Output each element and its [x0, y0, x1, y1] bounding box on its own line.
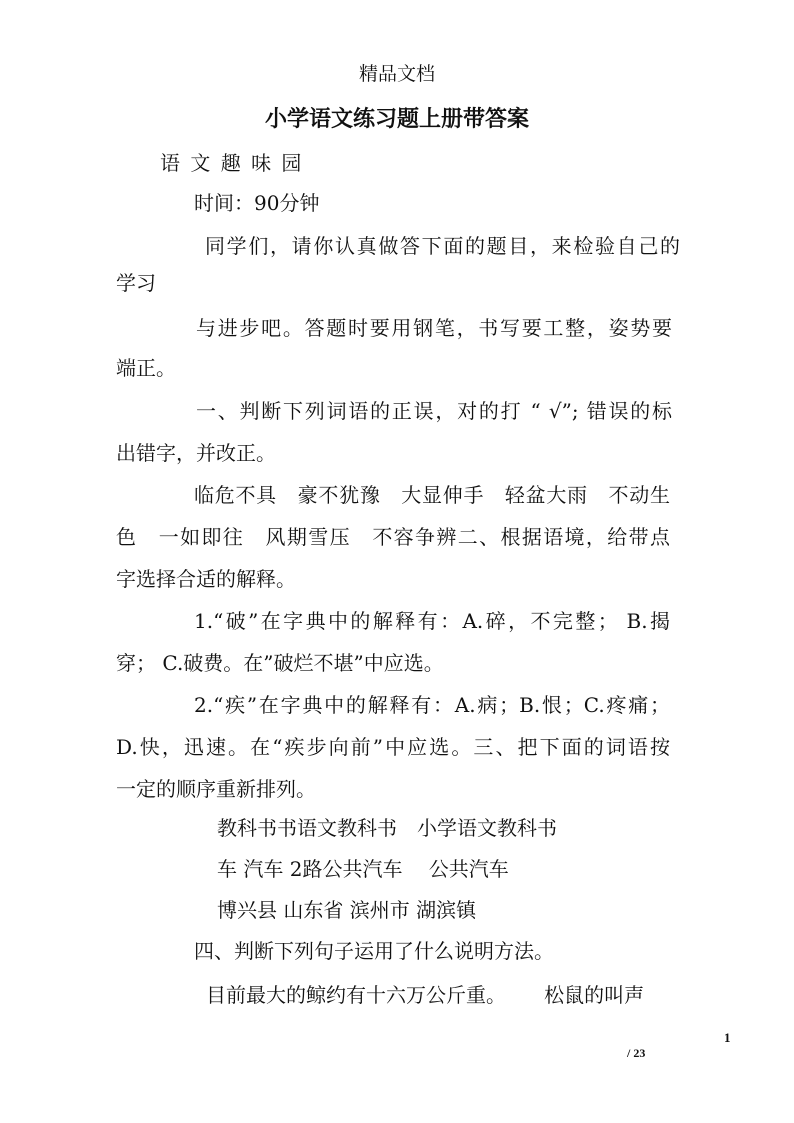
intro-line-1: 同学们，请你认真做答下面的题目，来检验自己的: [205, 234, 680, 258]
document-title: 小学语文练习题上册带答案: [264, 106, 529, 132]
question-2-1-line-2: 穿； C.破费。在”破烂不堪”中应选。: [116, 651, 444, 675]
question-2-2-line-2: D.快，迅速。在“疾步向前”中应选。三、把下面的词语按: [116, 735, 670, 759]
question-2-1-line-1: 1.“破”在字典中的解释有：A.碎，不完整； B.揭: [194, 609, 670, 633]
question-4-sentence-1: 目前最大的鲸约有十六万公斤重。 松鼠的叫声: [206, 983, 645, 1007]
intro-line-2: 学习: [116, 271, 156, 295]
page-total: / 23: [627, 1046, 646, 1060]
question-1-line-1: 一、判断下列词语的正误，对的打 “ √”; 错误的标: [196, 399, 672, 423]
subtitle: 语 文 趣 味 园: [160, 151, 304, 175]
page-number: 1: [724, 1030, 731, 1045]
time-limit: 时间：90分钟: [194, 191, 320, 215]
intro-line-3: 与进步吧。答题时要用钢笔，书写要工整，姿势要: [196, 316, 672, 340]
words-line-1: 临危不具 豪不犹豫 大显伸手 轻盆大雨 不动生: [194, 483, 670, 507]
question-3-line-3: 博兴县 山东省 滨州市 湖滨镇: [217, 898, 477, 922]
page-header: 精品文档: [358, 63, 435, 85]
intro-line-4: 端正。: [116, 356, 176, 380]
question-2-2-line-1: 2.“疾”在字典中的解释有：A.病；B.恨；C.疼痛；: [194, 693, 670, 717]
words-line-2: 色 一如即往 风期雪压 不容争辨二、根据语境，给带点: [116, 525, 670, 549]
question-4: 四、判断下列句子运用了什么说明方法。: [194, 939, 554, 963]
words-line-3: 字选择合适的解释。: [116, 567, 296, 591]
question-3-line-1: 教科书书语文教科书 小学语文教科书: [217, 816, 557, 840]
question-2-2-line-3: 一定的顺序重新排列。: [116, 777, 316, 801]
question-3-line-2: 车 汽车 2路公共汽车 公共汽车: [217, 857, 509, 881]
question-1-line-2: 出错字，并改正。: [116, 441, 276, 465]
